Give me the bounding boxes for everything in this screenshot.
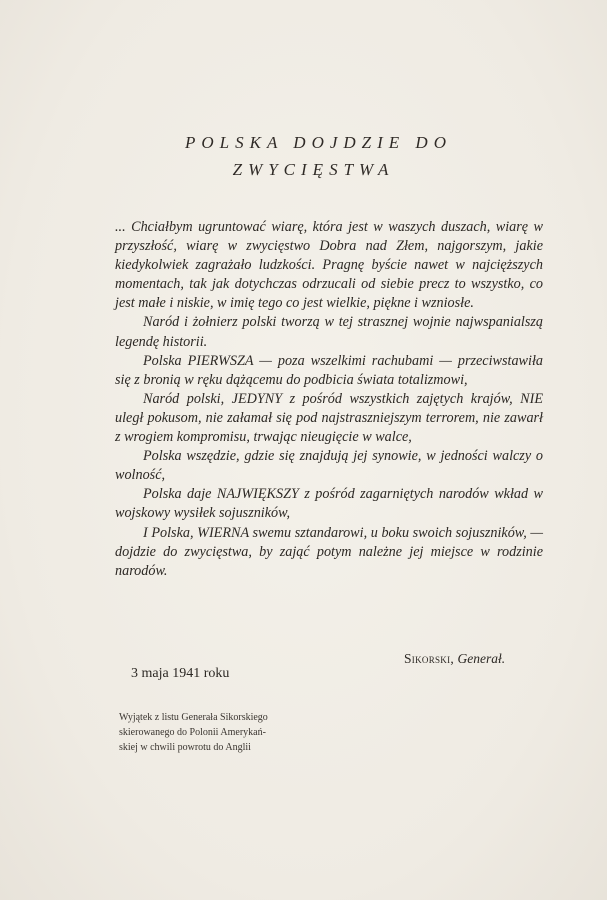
letter-body bbox=[115, 218, 543, 581]
document-title-line-2: ZWYCIĘSTWA bbox=[232, 160, 395, 179]
body-paragraph: Naród polski, JEDYNY z pośród wszystkich zajętych krajów, NIE uległ pokusom, nie załamał się pod najstraszniejszym terrorem, nie zawarł z wrogiem kompromisu, trwając nieugięcie w walce, bbox=[115, 390, 543, 446]
document-title-line-1: POLSKA DOJDZIE DO bbox=[185, 133, 452, 152]
signature-name: Sikorski, bbox=[404, 651, 455, 666]
body-paragraph: Polska daje NAJWIĘKSZY z pośród zagarniętych narodów wkład w wojskowy wysiłek sojuszników, bbox=[115, 486, 543, 522]
body-paragraph: ... Chciałbym ugruntować wiarę, która jest w waszych duszach, wiarę w przyszłość, wiarę w zwycięstwo Dobra nad Złem, najgorszym, jakie kiedykolwiek zagrażało ludzkości. Pragnę byście nawet w najcięższych momentach, tak jak dotychczas odrzucali od siebie precz to wszystko, co jest małe i niskie, w imię tego co jest wielkie, piękne i wzniosłe. bbox=[115, 219, 543, 312]
body-paragraph: Polska PIERWSZA — poza wszelkimi rachubami — przeciwstawiła się z bronią w ręku dążącemu do podbicia świata totalizmowi, bbox=[115, 352, 543, 388]
body-paragraph: Polska wszędzie, gdzie się znajdują jej synowie, w jedności walczy o wolność, bbox=[115, 448, 543, 484]
signature bbox=[404, 651, 505, 667]
signature-rank: Generał. bbox=[457, 651, 506, 666]
letter-date: 3 maja 1941 roku bbox=[131, 666, 230, 681]
source-note-line: skierowanego do Polonii Amerykań- bbox=[119, 727, 266, 738]
source-note-line: Wyjątek z listu Generała Sikorskiego bbox=[119, 712, 268, 723]
source-note-line: skiej w chwili powrotu do Anglii bbox=[119, 742, 251, 753]
body-paragraph: Naród i żołnierz polski tworzą w tej strasznej wojnie najwspanialszą legendę historii. bbox=[115, 314, 543, 350]
body-paragraph: I Polska, WIERNA swemu sztandarowi, u boku swoich sojuszników, — dojdzie do zwycięstwa, by zająć potym należne jej miejsce w rodzinie narodów. bbox=[115, 524, 543, 579]
source-note bbox=[119, 710, 319, 755]
